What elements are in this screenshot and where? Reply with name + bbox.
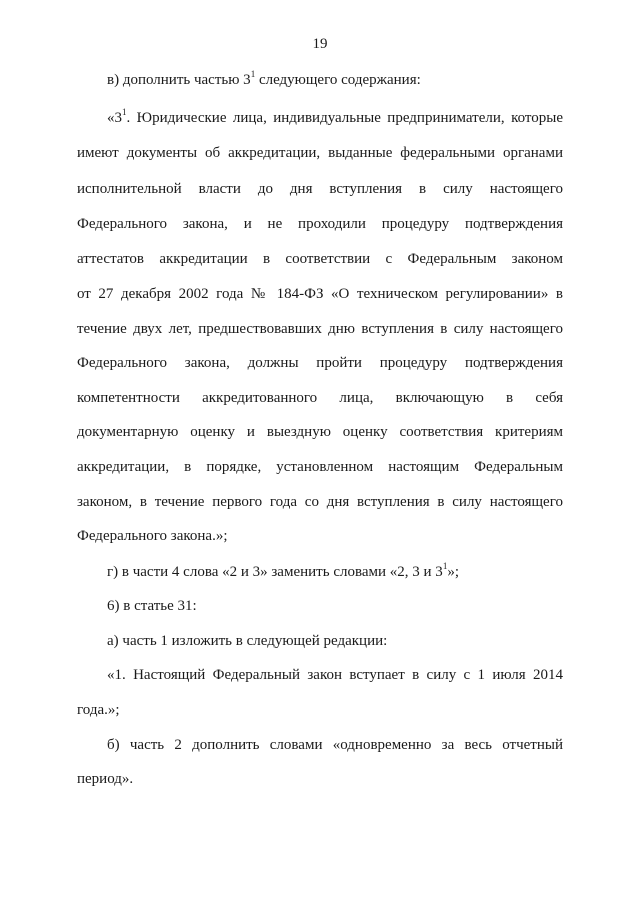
paragraph-line: 6) в статье 31:	[107, 598, 197, 614]
paragraph-line: б) часть 2 дополнить словами «одновременно за весь отчетный	[107, 737, 563, 753]
paragraph-line	[107, 563, 459, 581]
paragraph-line: период».	[77, 771, 134, 787]
paragraph-line: имеют документы об аккредитации, выданные федеральными органами	[77, 145, 563, 161]
paragraph-line: исполнительной власти до дня вступления в силу настоящего	[77, 181, 563, 197]
paragraph-line: Федерального закона.»;	[77, 528, 228, 544]
paragraph-line: законом, в течение первого года со дня вступления в силу настоящего	[77, 494, 563, 510]
text-run: г) в части 4 слова «2 и 3» заменить словами «2, 3 и 3	[107, 564, 443, 580]
paragraph-line: от 27 декабря 2002 года № 184-ФЗ «О техническом регулировании» в	[77, 286, 563, 302]
paragraph-line	[107, 71, 421, 89]
paragraph-line: аккредитации, в порядке, установленном настоящим Федеральным	[77, 459, 563, 475]
paragraph-line	[107, 109, 563, 127]
page-number: 19	[312, 36, 328, 52]
text-run: »;	[447, 564, 459, 580]
text-run: . Юридические лица, индивидуальные предприниматели, которые	[126, 110, 563, 126]
paragraph-line: аттестатов аккредитации в соответствии с Федеральным законом	[77, 251, 563, 267]
paragraph-line: компетентности аккредитованного лица, включающую в себя	[77, 390, 563, 406]
paragraph-line: Федерального закона, и не проходили процедуру подтверждения	[77, 216, 563, 232]
superscript: 1	[122, 107, 127, 117]
superscript: 1	[250, 69, 256, 79]
text-run: в) дополнить частью 3	[107, 72, 251, 88]
paragraph-line: документарную оценку и выездную оценку соответствия критериям	[77, 424, 563, 440]
paragraph-line: течение двух лет, предшествовавших дню вступления в силу настоящего	[77, 321, 563, 337]
text-run: следующего содержания:	[255, 72, 421, 88]
paragraph-line: года.»;	[77, 702, 120, 718]
text-run: «3	[107, 110, 122, 126]
superscript: 1	[442, 561, 448, 571]
paragraph-line: Федерального закона, должны пройти процедуру подтверждения	[77, 355, 563, 371]
paragraph-line: «1. Настоящий Федеральный закон вступает в силу с 1 июля 2014	[107, 667, 563, 683]
paragraph-line: а) часть 1 изложить в следующей редакции:	[107, 633, 388, 649]
